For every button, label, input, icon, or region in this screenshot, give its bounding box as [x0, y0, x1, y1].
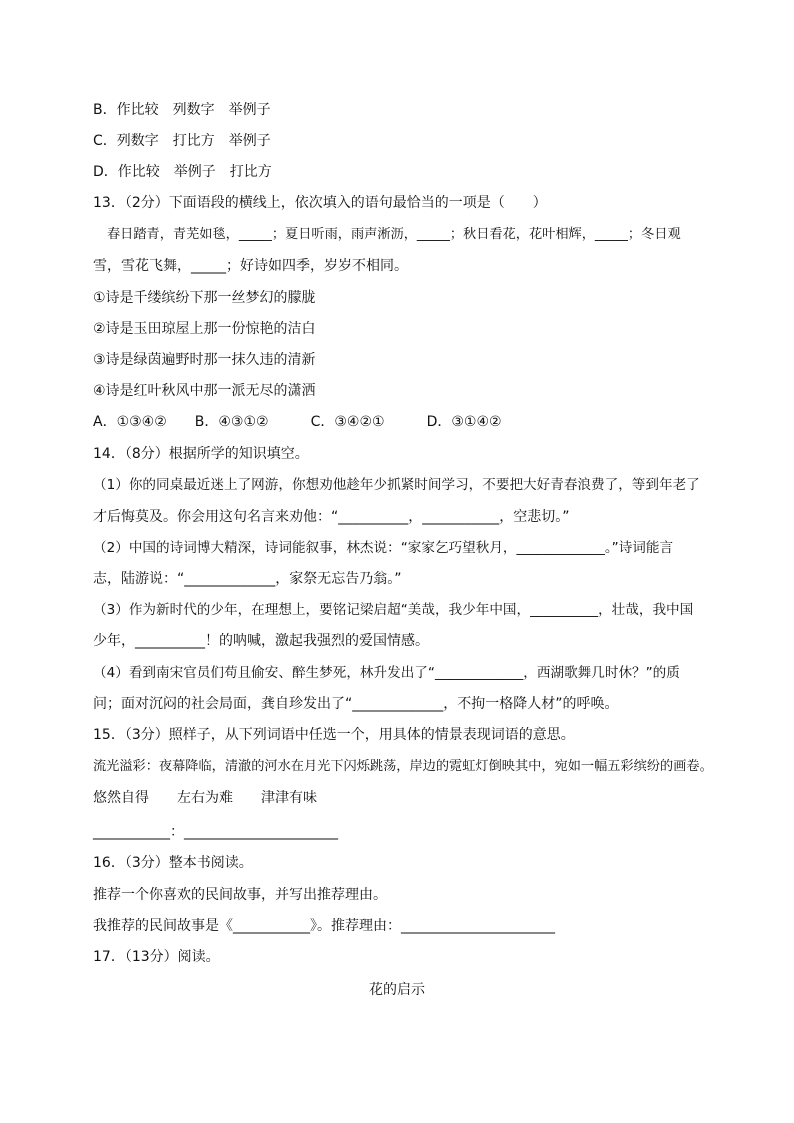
- q15-stem: 15．（3分）照样子，从下列词语中任选一个，用具体的情景表现词语的意思。: [93, 727, 575, 743]
- q13-sentence-2: ②诗是玉田琼屋上那一份惊艳的洁白: [93, 321, 316, 337]
- q14-part-1-line-1: （1）你的同桌最近迷上了网游，你想劝他趁年少抓紧时间学习，不要把大好青春浪费了，等到年老了: [93, 477, 700, 493]
- q16-answer-line: 我推荐的民间故事是《___________》。推荐理由：______________________: [93, 918, 555, 934]
- passage-title: 花的启示: [369, 982, 425, 998]
- q13-passage-line-1: 春日踏青，青芜如毯，_____；夏日听雨，雨声淅沥，_____；秋日看花，花叶相辉，_____；冬日观: [107, 227, 681, 242]
- q16-instruction: 推荐一个你喜欢的民间故事，并写出推荐理由。: [93, 887, 387, 903]
- q13-stem: 13．（2分）下面语段的横线上，依次填入的语句最恰当的一项是（ ）: [93, 195, 547, 211]
- q14-part-4-line-1: （4）看到南宋官员们苟且偷安、醉生梦死，林升发出了“_____________，西湖歌舞几时休？”的质: [93, 665, 680, 681]
- q13-passage-line-2: 雪，雪花飞舞，_____；好诗如四季，岁岁不相同。: [93, 258, 408, 274]
- q12-option-c: C．列数字 打比方 举例子: [93, 133, 271, 149]
- q14-part-2-line-1: （2）中国的诗词博大精深，诗词能叙事，林杰说：“家家乞巧望秋月，_____________。”诗词能言: [93, 540, 674, 556]
- q14-part-1-line-2: 才后悔莫及。你会用这句名言来劝他：“__________，___________，空悲切。”: [93, 509, 570, 525]
- q15-answer-blank: ___________：______________________: [93, 824, 338, 840]
- q12-option-b: B．作比较 列数字 举例子: [93, 102, 271, 118]
- q12-option-d: D．作比较 举例子 打比方: [93, 164, 272, 180]
- q13-sentence-4: ④诗是红叶秋风中那一派无尽的潇洒: [93, 383, 316, 399]
- q15-word-choices: 悠然自得 左右为难 津津有味: [93, 790, 317, 806]
- q13-sentence-3: ③诗是绿茵遍野时那一抹久违的清新: [93, 352, 316, 368]
- q17-stem: 17．（13分）阅读。: [93, 949, 220, 965]
- q14-stem: 14．（8分）根据所学的知识填空。: [93, 446, 309, 462]
- q14-part-3-line-2: 少年，__________！的呐喊，激起我强烈的爱国情感。: [93, 633, 429, 649]
- q14-part-3-line-1: （3）作为新时代的少年，在理想上，要铭记梁启超“美哉，我少年中国，__________，壮哉，我中国: [93, 602, 694, 618]
- q15-example: 流光溢彩：夜幕降临，清澈的河水在月光下闪烁跳荡，岸边的霓虹灯倒映其中，宛如一幅五彩缤纷的画卷。: [93, 759, 713, 774]
- q16-stem: 16．（3分）整本书阅读。: [93, 855, 253, 871]
- q14-part-2-line-2: 志，陆游说：“_____________，家祭无忘告乃翁。”: [93, 571, 402, 587]
- q13-options: A．①③④② B．④③①② C．③④②① D．③①④②: [93, 414, 502, 430]
- q13-sentence-1: ①诗是千缕缤纷下那一丝梦幻的朦胧: [93, 290, 316, 306]
- q14-part-4-line-2: 问；面对沉闷的社会局面，龚自珍发出了“_____________，不拘一格降人材”的呼唤。: [93, 696, 619, 712]
